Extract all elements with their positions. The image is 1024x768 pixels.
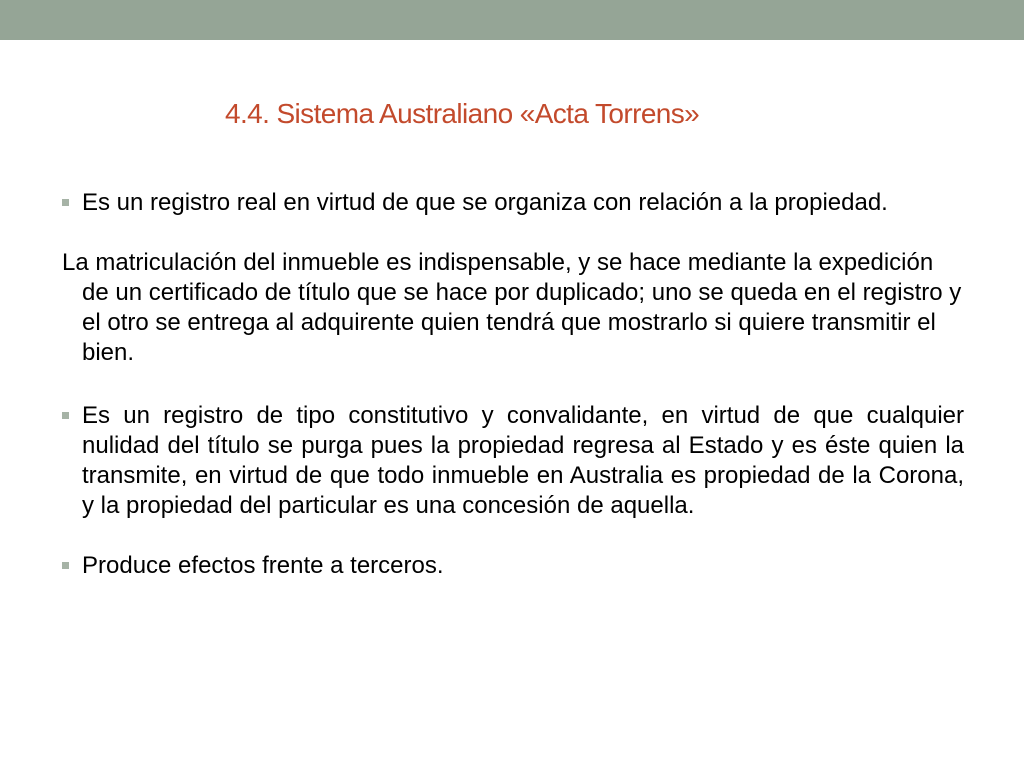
paragraph-text-4: Produce efectos frente a terceros. xyxy=(82,552,444,579)
square-bullet-icon xyxy=(62,412,69,419)
top-accent-bar xyxy=(0,0,1024,40)
bullet-paragraph-3 xyxy=(62,401,964,521)
plain-paragraph-2 xyxy=(62,248,964,368)
square-bullet-icon xyxy=(62,562,69,569)
slide-title: 4.4. Sistema Australiano «Acta Torrens» xyxy=(225,98,700,129)
paragraph-text-1: Es un registro real en virtud de que se organiza con relación a la propiedad. xyxy=(82,189,888,216)
paragraph-text-2: La matriculación del inmueble es indispensable, y se hace mediante la expedición de un certificado de título que se hace por duplicado; uno se queda en el registro y el otro se entrega al adquirente quien tendrá que mostrarlo si quiere transmitir el bien. xyxy=(62,249,962,366)
slide-content xyxy=(62,188,964,611)
bullet-paragraph-4 xyxy=(62,551,964,581)
paragraph-text-3: Es un registro de tipo constitutivo y convalidante, en virtud de que cualquier nulidad del título se purga pues la propiedad regresa al Estado y es éste quien la transmite, en virtud de que todo inmueble en Australia es propiedad de la Corona, y la propiedad del particular es una concesión de aquella. xyxy=(82,402,964,519)
square-bullet-icon xyxy=(62,199,69,206)
bullet-paragraph-1 xyxy=(62,188,964,218)
